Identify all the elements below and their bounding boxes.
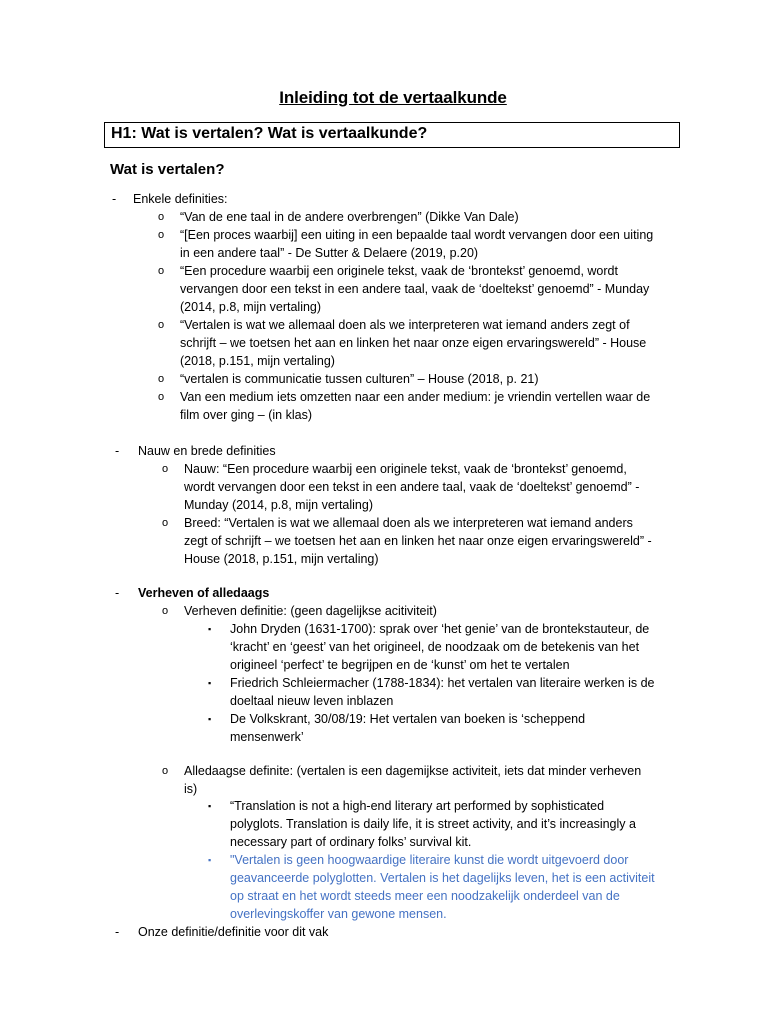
chapter-heading: H1: Wat is vertalen? Wat is vertaalkunde?: [111, 125, 428, 142]
definition-line: John Dryden (1631-1700): sprak over ‘het genie’ van de brontekstauteur, de: [230, 622, 650, 636]
circle-marker: o: [158, 229, 165, 241]
definition-line: “Van de ene taal in de andere overbrengen” (Dikke Van Dale): [180, 210, 519, 224]
translated-quote-line: geavanceerde polyglotten. Vertalen is het dagelijks leven, het is een activiteit: [230, 871, 655, 885]
definition-line: Verheven definitie: (geen dagelijkse acitiviteit): [184, 604, 437, 618]
circle-marker: o: [158, 211, 165, 223]
dash-marker: -: [112, 192, 117, 206]
definition-line: Van een medium iets omzetten naar een ander medium: je vriendin vertellen waar de: [180, 390, 651, 404]
definition-line: “Vertalen is wat we allemaal doen als we interpreteren wat iemand anders zegt of: [180, 318, 630, 332]
square-marker: ▪: [208, 801, 212, 811]
list-item-label: Onze definitie/definitie voor dit vak: [138, 925, 329, 939]
dash-marker: -: [115, 925, 120, 939]
definition-line: “[Een proces waarbij] een uiting in een bepaalde taal wordt vervangen door een uiting: [180, 228, 654, 242]
circle-marker: o: [162, 463, 169, 475]
circle-marker: o: [158, 265, 165, 277]
circle-marker: o: [162, 765, 169, 777]
translated-quote-line: op straat en het wordt steeds meer een noodzakelijk onderdeel van de: [230, 889, 620, 903]
definition-line: schrijft – we toetsen het aan en linken het naar onze eigen ervaringswereld” - House: [180, 336, 647, 350]
dash-marker: -: [115, 444, 120, 458]
list-item-label: Enkele definities:: [133, 192, 228, 206]
definition-line: “Een procedure waarbij een originele tekst, vaak de ‘brontekst’ genoemd, wordt: [180, 264, 618, 278]
definition-line: Friedrich Schleiermacher (1788-1834): het vertalen van literaire werken is de: [230, 676, 655, 690]
definition-line: De Volkskrant, 30/08/19: Het vertalen van boeken is ‘scheppend: [230, 712, 586, 726]
definition-line: zegt of schrijft – we toetsen het aan en linken het naar onze eigen ervaringswereld” -: [184, 534, 652, 548]
dash-marker: -: [115, 586, 120, 600]
circle-marker: o: [158, 319, 165, 331]
definition-line: in een andere taal” - De Sutter & Delaere (2019, p.20): [180, 246, 479, 260]
translated-quote-line: "Vertalen is geen hoogwaardige literaire kunst die wordt uitgevoerd door: [230, 853, 629, 867]
quote-line: necessary part of ordinary folks’ survival kit.: [230, 835, 472, 849]
definition-line: (2014, p.8, mijn vertaling): [180, 300, 322, 314]
circle-marker: o: [158, 373, 165, 385]
list-item-label: Nauw en brede definities: [138, 444, 276, 458]
circle-marker: o: [162, 517, 169, 529]
definition-line: Munday (2014, p.8, mijn vertaling): [184, 498, 373, 512]
section-heading: Wat is vertalen?: [110, 161, 225, 178]
definition-line: origineel ‘perfect’ te begrijpen en de ‘kunst’ om het te vertalen: [230, 658, 570, 672]
quote-line: polyglots. Translation is daily life, it is street activity, and it’s increasingly a: [230, 817, 636, 831]
definition-line: Breed: “Vertalen is wat we allemaal doen als we interpreteren wat iemand anders: [184, 516, 633, 530]
translated-quote-line: overlevingskoffer van gewone mensen.: [230, 907, 447, 921]
definition-line: Nauw: “Een procedure waarbij een originele tekst, vaak de ‘brontekst’ genoemd,: [184, 462, 627, 476]
definition-line: Alledaagse definite: (vertalen is een dagemijkse activiteit, iets dat minder verheven: [184, 764, 642, 778]
definition-line: mensenwerk’: [230, 730, 304, 744]
definition-line: ‘kracht’ en ‘geest’ van het origineel, de noodzaak om de betekenis van het: [230, 640, 640, 654]
definition-line: “vertalen is communicatie tussen culturen” – House (2018, p. 21): [180, 372, 539, 386]
circle-marker: o: [162, 605, 169, 617]
square-marker: ▪: [208, 678, 212, 688]
square-marker: ▪: [208, 714, 212, 724]
definition-line: is): [184, 782, 198, 796]
definition-line: vervangen door een tekst in een andere taal, vaak de ‘doeltekst’ genoemd” - Munday: [180, 282, 650, 296]
square-marker: ▪: [208, 624, 212, 634]
definition-line: doeltaal nieuw leven inblazen: [230, 694, 394, 708]
chapter-heading-box: [104, 122, 680, 148]
document-title: Inleiding tot de vertaalkunde: [279, 88, 507, 107]
list-item-label: Verheven of alledaags: [138, 586, 270, 600]
definition-line: wordt vervangen door een tekst in een andere taal, vaak de ‘doeltekst’ genoemd” -: [184, 480, 640, 494]
definition-line: House (2018, p.151, mijn vertaling): [184, 552, 379, 566]
square-marker: ▪: [208, 855, 212, 865]
circle-marker: o: [158, 391, 165, 403]
definition-line: (2018, p.151, mijn vertaling): [180, 354, 335, 368]
definition-line: film over ging – (in klas): [180, 408, 312, 422]
quote-line: “Translation is not a high-end literary art performed by sophisticated: [230, 799, 605, 813]
